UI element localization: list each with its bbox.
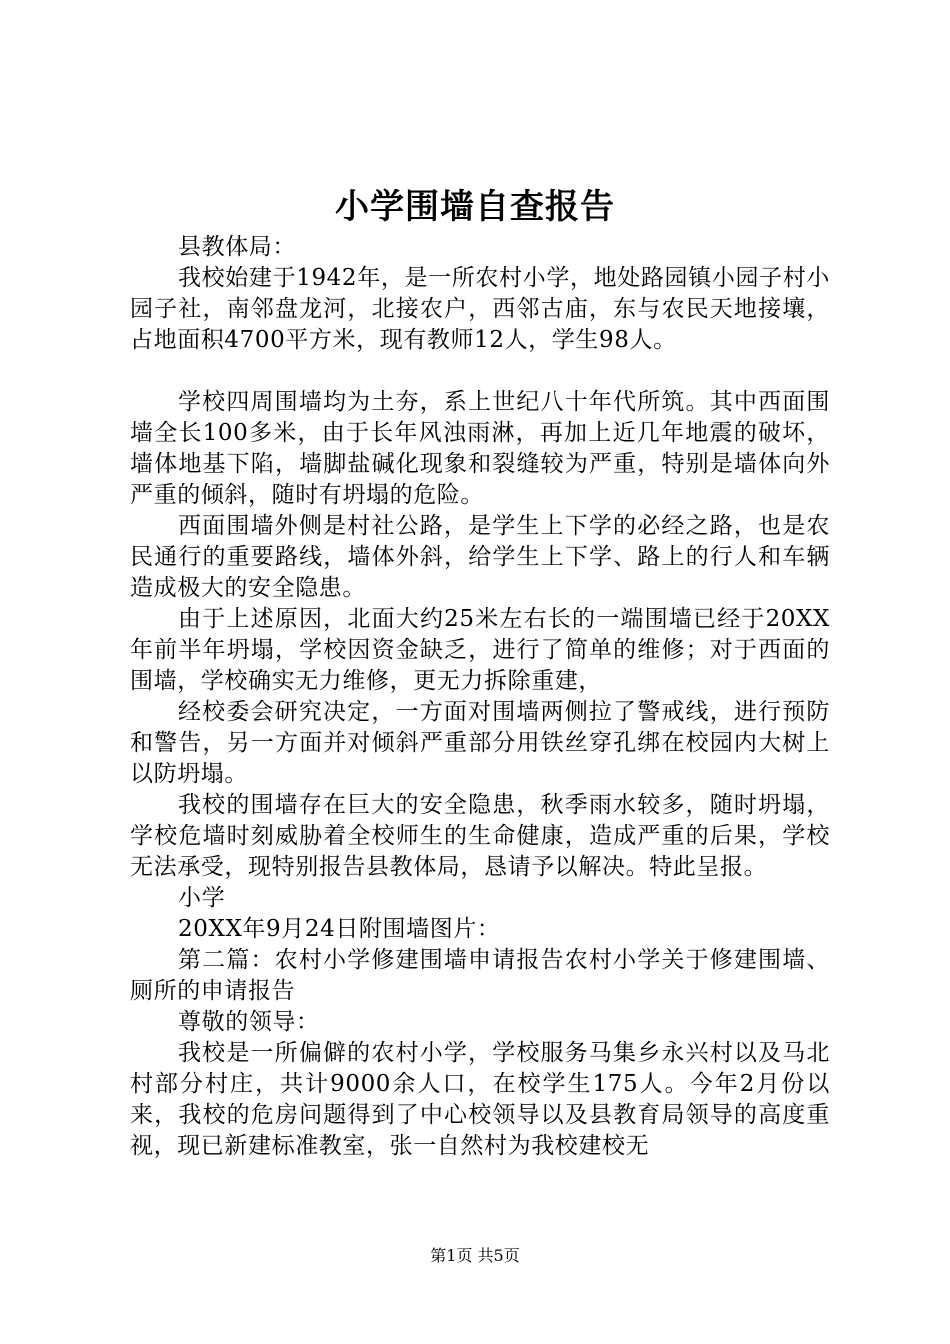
paragraph-second-intro: 我校是一所偏僻的农村小学，学校服务马集乡永兴村以及马北村部分村庄，共计9000余人口，在校学生175人。今年2月份以来，我校的危房问题得到了中心校领导以及县教育局领导的高度重视，现已新建标准教室，张一自然村为我校建校无	[130, 1040, 830, 1159]
paragraph-second-salutation: 尊敬的领导：	[178, 1009, 320, 1035]
paragraph-signature: 小学	[178, 885, 226, 911]
paragraph-road-risk: 西面围墙外侧是村社公路，是学生上下学的必经之路，也是农民通行的重要路线，墙体外斜，给学生上下学、路上的行人和车辆造成极大的安全隐患。	[130, 513, 830, 601]
paragraph-collapse-history: 由于上述原因，北面大约25米左右长的一端围墙已经于20XX年前半年坍塌，学校因资金缺乏，进行了简单的维修；对于西面的围墙，学校确实无力维修，更无力拆除重建，	[130, 606, 830, 694]
paragraph-wall-condition: 学校四周围墙均为土夯，系上世纪八十年代所筑。其中西面围墙全长100多米，由于长年风浊雨淋，再加上近几年地震的破坏，墙体地基下陷，墙脚盐碱化现象和裂缝较为严重，特别是墙体向外严重的倾斜，随时有坍塌的危险。	[130, 389, 830, 508]
paragraph-second-title: 第二篇：农村小学修建围墙申请报告农村小学关于修建围墙、厕所的申请报告	[130, 947, 830, 1004]
paragraph-request: 我校的围墙存在巨大的安全隐患，秋季雨水较多，随时坍塌，学校危墙时刻威胁着全校师生的生命健康，造成严重的后果，学校无法承受，现特别报告县教体局，恳请予以解决。特此呈报。	[130, 792, 830, 880]
paragraph-salutation: 县教体局：	[178, 234, 296, 260]
paragraph-measures: 经校委会研究决定，一方面对围墙两侧拉了警戒线，进行预防和警告，另一方面并对倾斜严重部分用铁丝穿孔绑在校园内大树上以防坍塌。	[130, 699, 830, 787]
paragraph-school-intro: 我校始建于1942年，是一所农村小学，地处路园镇小园子村小园子社，南邻盘龙河，北接农户，西邻古庙，东与农民天地接壤，占地面积4700平方米，现有教师12人，学生98人。	[130, 265, 830, 353]
document-title: 小学围墙自查报告	[335, 187, 615, 227]
paragraph-date: 20XX年9月24日附围墙图片：	[178, 916, 501, 942]
page-footer: 第1页 共5页	[430, 1246, 520, 1265]
document-body	[130, 232, 830, 1162]
